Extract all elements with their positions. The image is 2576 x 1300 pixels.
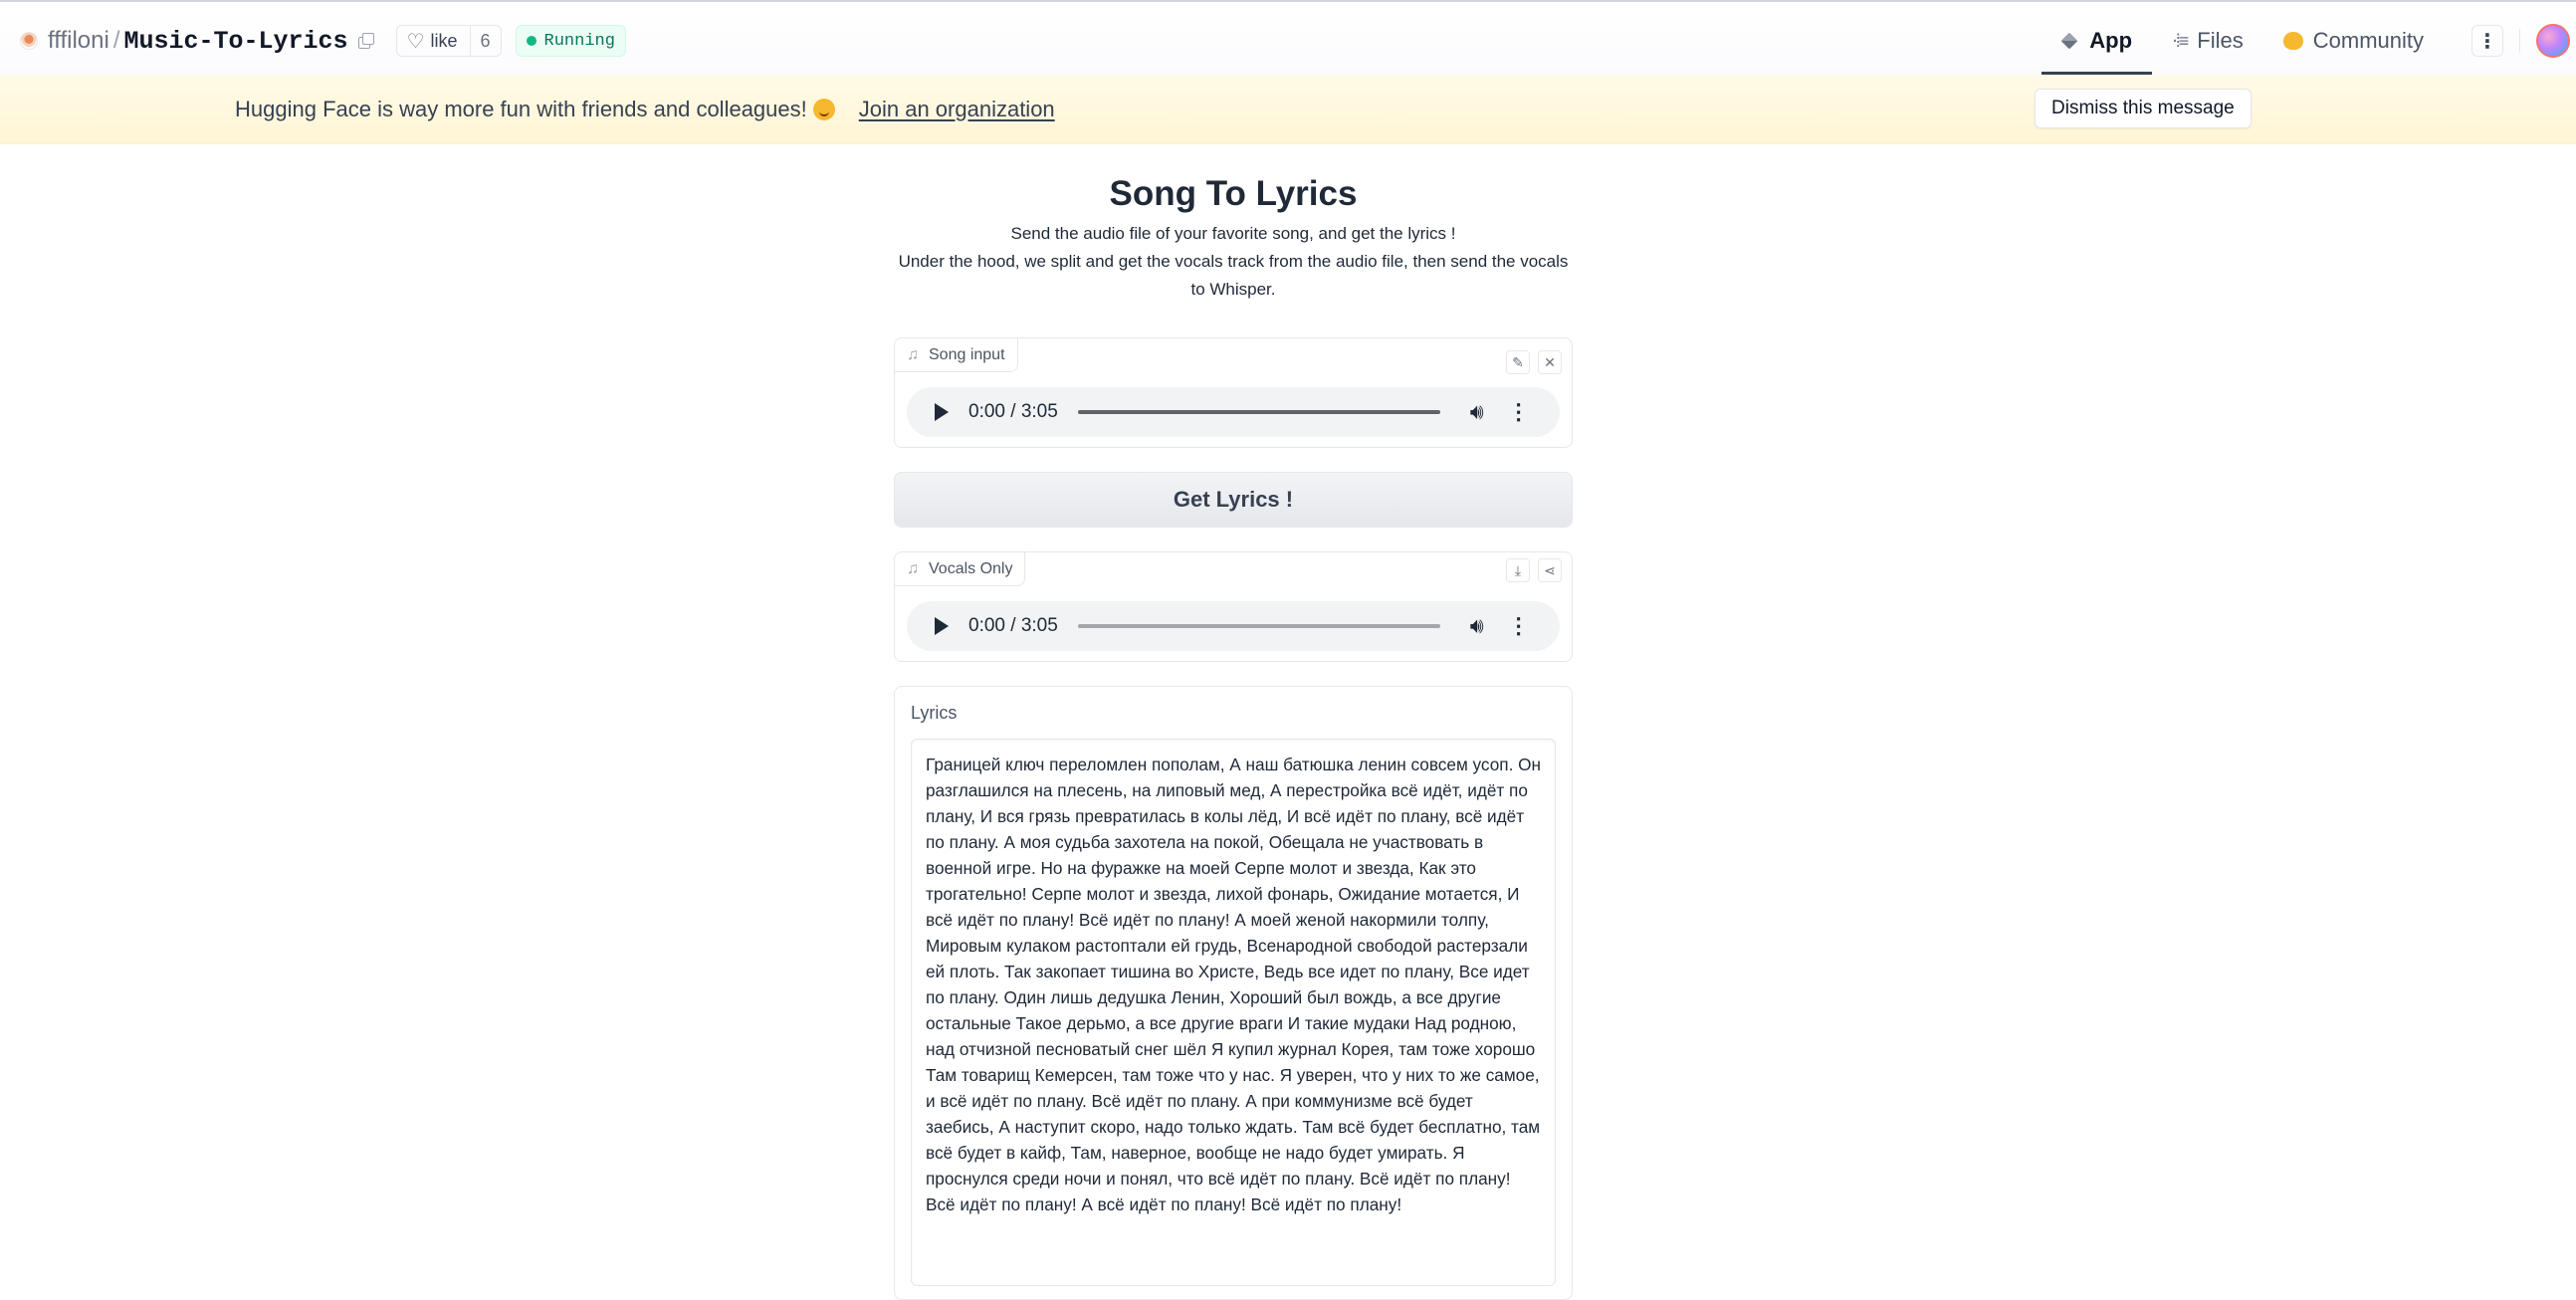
download-icon[interactable]: ⤓ xyxy=(1506,558,1530,582)
join-organization-link[interactable]: Join an organization xyxy=(858,97,1055,121)
gradio-app xyxy=(894,144,1573,1300)
space-header xyxy=(0,7,2576,75)
song-input-label-text: Song input xyxy=(929,345,1005,363)
status-text: Running xyxy=(543,31,615,51)
tab-community[interactable] xyxy=(2263,7,2444,75)
vocals-tools xyxy=(1506,558,1562,582)
space-nav xyxy=(2041,7,2576,75)
lyrics-label: Lyrics xyxy=(911,703,958,723)
player-menu-icon[interactable]: ⋮ xyxy=(1507,613,1530,638)
close-icon[interactable]: ✕ xyxy=(1538,350,1562,374)
get-lyrics-button[interactable]: Get Lyrics ! xyxy=(894,472,1573,528)
org-banner xyxy=(0,75,2576,144)
status-badge xyxy=(516,25,626,57)
vocals-time: 0:00 / 3:05 xyxy=(968,615,1058,636)
app-description xyxy=(894,220,1573,304)
tab-app[interactable] xyxy=(2041,7,2152,75)
song-input-panel xyxy=(894,337,1573,448)
player-menu-icon[interactable]: ⋮ xyxy=(1507,399,1530,424)
share-icon[interactable]: ⋖ xyxy=(1538,558,1562,582)
files-icon: ⋅⁞≡ xyxy=(2172,30,2188,51)
browser-top-edge xyxy=(0,0,2576,7)
vocals-audio-player xyxy=(907,601,1560,651)
vocals-only-label-text: Vocals Only xyxy=(929,559,1013,577)
play-icon[interactable] xyxy=(935,403,949,421)
owner-avatar[interactable] xyxy=(20,32,38,50)
banner-message xyxy=(235,75,1055,144)
song-input-label xyxy=(895,338,1018,372)
music-note-icon: ♫ xyxy=(907,345,919,363)
dismiss-button[interactable]: Dismiss this message xyxy=(2035,89,2252,128)
heart-icon: ♡ xyxy=(406,30,425,53)
lyrics-textbox[interactable]: Границей ключ переломлен пополам, А наш батюшка ленин совсем усоп. Он разглашился на плесень, на липовый мед, А перестройка всё идёт, идёт по плану, И вся грязь превратилась в колы лёд, И всё идёт по плану, всё идёт по плану. А моя судьба захотела на покой, Обещала не участвовать в военной игре. Но на фуражке на моей Серпе молот и звезда, Как это трогательно! Серпе молот и звезда, лихой фонарь, Ожидание мотается, И всё идёт по плану! Всё идёт по плану! А моей женой накормили толпу, Мировым кулаком растоптали ей грудь, Всенародной свободой растерзали ей плоть. Так закопает тишина во Христе, Ведь все идет по плану, Все идет по плану. Один лишь дедушка Ленин, Хороший был вождь, а все другие остальные Такое дерьмо, а все другие враги И такие мудаки Над родною, над отчизной песноватый снег шёл Я купил журнал Корея, там тоже хорошо Там товарищ Кемерсен, там тоже что у нас. Я уверен, что у них то же самое, и всё идёт по плану. Всё идёт по плану. А при коммунизме всё будет заебись, А наступит скоро, надо только ждать. Там всё будет бесплатно, там всё будет в кайф, Там, наверное, вообще не надо будет умирать. Я проснулся среди ночи и понял, что всё идёт по плану. Всё идёт по плану! Всё идёт по плану! А всё идёт по плану! Всё идёт по плану! xyxy=(911,739,1556,1286)
app-title: Song To Lyrics xyxy=(1109,174,1358,213)
user-avatar[interactable] xyxy=(2536,24,2570,58)
volume-icon[interactable]: 🔊︎ xyxy=(1469,399,1484,424)
owner-link[interactable]: fffiloni xyxy=(48,27,109,54)
tab-app-label: App xyxy=(2089,28,2133,53)
status-dot-icon xyxy=(527,36,537,46)
song-seek-bar[interactable] xyxy=(1078,410,1440,414)
music-note-icon: ♫ xyxy=(907,559,919,577)
repo-breadcrumb xyxy=(20,7,626,75)
song-time: 0:00 / 3:05 xyxy=(968,401,1058,422)
description-line-1: Send the audio file of your favorite song, and get the lyrics ! xyxy=(1010,224,1456,243)
tab-files[interactable] xyxy=(2152,7,2263,75)
vocals-only-panel xyxy=(894,551,1573,662)
app-cube-icon xyxy=(2061,33,2078,50)
breadcrumb-separator: / xyxy=(112,27,120,54)
play-icon[interactable] xyxy=(935,617,949,635)
song-input-tools xyxy=(1506,350,1562,374)
more-options-button[interactable]: ⋮ xyxy=(2471,25,2503,57)
edit-icon[interactable]: ✎ xyxy=(1506,350,1530,374)
like-button[interactable] xyxy=(396,25,502,57)
like-count: 6 xyxy=(470,26,501,56)
tab-community-label: Community xyxy=(2312,28,2424,53)
song-audio-player xyxy=(907,387,1560,437)
nav-divider xyxy=(2519,29,2520,53)
like-label: like xyxy=(430,30,458,51)
tab-files-label: Files xyxy=(2197,28,2244,53)
banner-text: Hugging Face is way more fun with friends and colleagues! xyxy=(235,97,807,121)
hugging-face-emoji-icon xyxy=(813,99,835,120)
community-icon xyxy=(2283,32,2303,50)
lyrics-panel xyxy=(894,686,1573,1300)
repo-name-link[interactable]: Music-To-Lyrics xyxy=(123,26,348,56)
vocals-seek-bar[interactable] xyxy=(1078,624,1440,628)
volume-icon[interactable]: 🔊︎ xyxy=(1469,613,1484,638)
description-line-2: Under the hood, we split and get the vocals track from the audio file, then send the vocals to Whisper. xyxy=(898,252,1569,299)
copy-icon[interactable] xyxy=(358,33,374,49)
vocals-only-label xyxy=(895,552,1025,586)
